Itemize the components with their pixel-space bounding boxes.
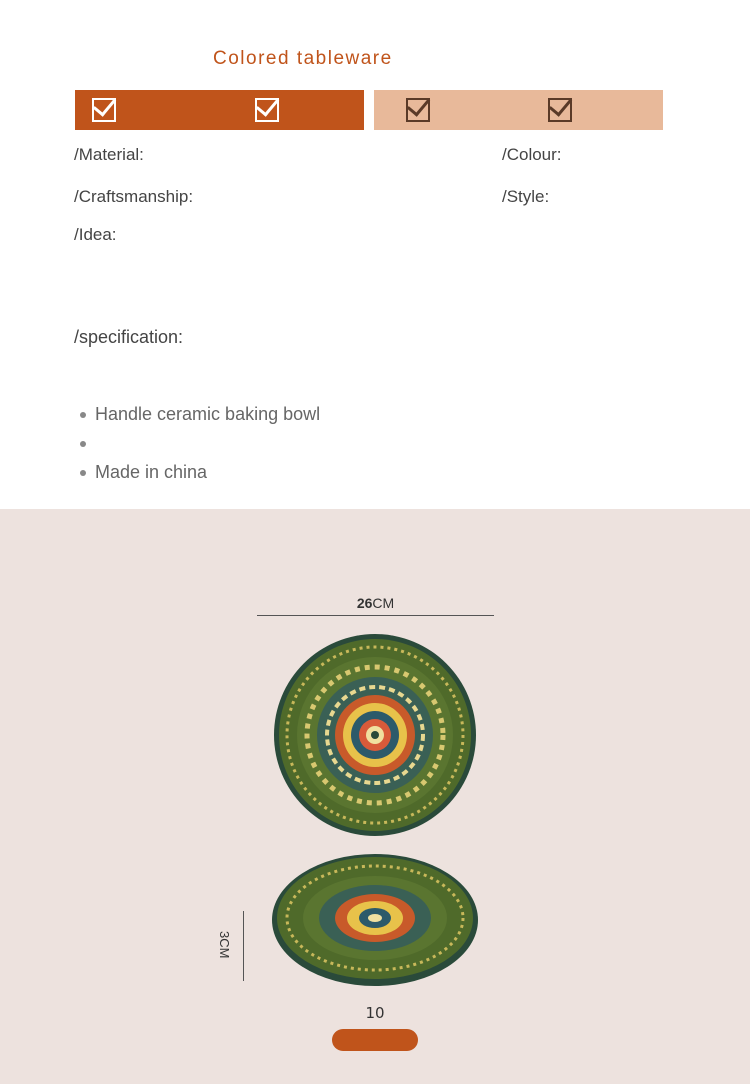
info-section <box>0 0 750 509</box>
checkbox-icon <box>406 98 430 122</box>
checkbox-icon <box>548 98 572 122</box>
bullet-list <box>80 400 320 487</box>
material-row <box>74 145 144 165</box>
plate-side-view-image <box>270 852 480 988</box>
list-item-warning <box>80 429 320 458</box>
specification-label: /specification: <box>74 327 184 347</box>
style-row <box>502 187 549 207</box>
style-label: /Style: <box>502 187 550 206</box>
feature-disinfection-cabinet <box>404 90 430 130</box>
width-dimension <box>257 595 494 611</box>
list-item: Made in china <box>80 458 320 487</box>
product-color-badge <box>332 1029 418 1051</box>
width-number: 26 <box>356 595 373 611</box>
feature-bar-primary <box>75 90 364 130</box>
colour-label: /Colour: <box>502 145 562 164</box>
plate-top-view-image <box>273 633 477 837</box>
height-label: 3CM <box>217 931 232 959</box>
feature-dishwasher <box>546 90 572 130</box>
craft-row <box>74 187 193 207</box>
craft-label: /Craftsmanship: <box>74 187 194 206</box>
feature-microwave <box>90 90 116 130</box>
material-label: /Material: <box>74 145 144 164</box>
feature-bar-secondary <box>374 90 663 130</box>
width-dimension-line <box>257 615 494 616</box>
page-subtitle: Colored tableware <box>213 48 393 69</box>
checkbox-icon <box>255 98 279 122</box>
width-unit: CM <box>372 595 395 611</box>
feature-oven <box>233 90 279 130</box>
height-dimension-line <box>243 911 244 981</box>
idea-label: /Idea: <box>74 225 117 244</box>
checkbox-icon <box>92 98 116 122</box>
colour-row <box>502 145 562 165</box>
product-caption: 10 <box>365 1004 385 1022</box>
list-item: Handle ceramic baking bowl <box>80 400 320 429</box>
height-dimension <box>219 911 243 981</box>
